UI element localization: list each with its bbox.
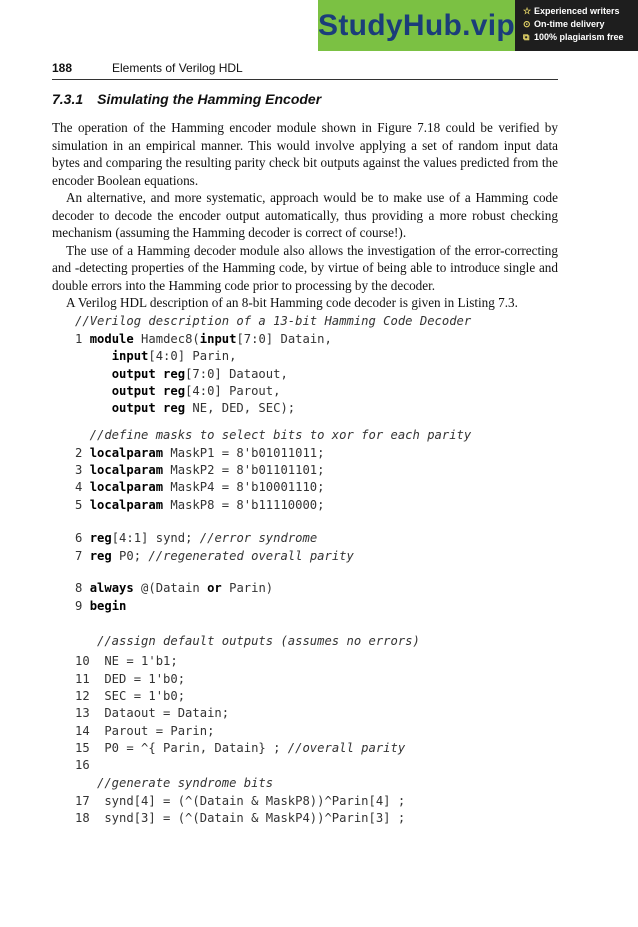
code-text: MaskP1 = 8'b01011011;: [163, 446, 325, 460]
code-line: [75, 498, 325, 512]
paragraph: A Verilog HDL description of an 8-bit Hamming code decoder is given in Listing 7.3.: [66, 295, 518, 310]
code-text: 11 DED = 1'b0;: [75, 672, 186, 686]
body-text: [52, 119, 558, 312]
code-keyword: always: [89, 581, 134, 595]
code-text: [4:0] Parin,: [148, 349, 237, 363]
code-text: [4:1] synd;: [111, 531, 200, 545]
code-inline-comment: //regenerated overall parity: [148, 549, 354, 563]
code-line: [75, 531, 317, 545]
section-heading: [52, 91, 321, 107]
code-keyword: localparam: [89, 463, 164, 477]
code-comment: //Verilog description of a 13-bit Hamming Code Decoder: [75, 314, 472, 328]
code-text: 6: [75, 531, 90, 545]
code-text: [75, 367, 112, 381]
code-keyword: localparam: [89, 498, 164, 512]
code-line: [75, 332, 332, 346]
code-keyword: localparam: [89, 480, 164, 494]
feature-label: 100% plagiarism free: [534, 32, 624, 42]
code-text: 9: [75, 599, 90, 613]
code-inline-comment: //error syndrome: [199, 531, 318, 545]
feature-label: On-time delivery: [534, 19, 605, 29]
page-header: [52, 61, 558, 80]
code-text: 3: [75, 463, 90, 477]
code-line: [75, 367, 288, 381]
code-text: 2: [75, 446, 90, 460]
code-text: 7: [75, 549, 90, 563]
code-line: [75, 811, 405, 825]
code-text: 8: [75, 581, 90, 595]
code-keyword: output reg: [111, 367, 186, 381]
code-text: MaskP4 = 8'b10001110;: [163, 480, 325, 494]
code-keyword: output reg: [111, 384, 186, 398]
code-line: [75, 549, 354, 563]
code-text: 1: [75, 332, 90, 346]
code-text: P0;: [111, 549, 149, 563]
code-inline-comment: //overall parity: [287, 741, 406, 755]
code-line: [75, 446, 325, 460]
code-text: 5: [75, 498, 90, 512]
code-comment: //generate syndrome bits: [75, 776, 274, 790]
page-number: 188: [52, 61, 73, 75]
code-text: 10 NE = 1'b1;: [75, 654, 178, 668]
code-line: [75, 463, 325, 477]
code-comment: //define masks to select bits to xor for each parity: [75, 428, 472, 442]
ad-banner[interactable]: [318, 0, 638, 51]
code-keyword: reg: [89, 549, 112, 563]
clock-icon: ⊙: [523, 19, 531, 29]
code-text: [75, 401, 112, 415]
banner-features: [523, 5, 624, 44]
paragraph: An alternative, and more systematic, approach would be to make use of a Hamming code decoder to decode the encoder output automatically, thus providing a more robust checking mechanism (assuming the Hamming decoder is correct of course!).: [52, 190, 558, 240]
code-text: [75, 349, 112, 363]
running-title: Elements of Verilog HDL: [112, 61, 243, 75]
code-keyword: localparam: [89, 446, 164, 460]
code-text: Hamdec8(: [133, 332, 200, 346]
code-text: 17 synd[4] = (^(Datain & MaskP8))^Parin[4] ;: [75, 794, 406, 808]
code-line: [75, 349, 236, 363]
code-text: 15 P0 = ^{ Parin, Datain} ;: [75, 741, 288, 755]
code-line: [75, 581, 273, 595]
code-text: [7:0] Datain,: [236, 332, 332, 346]
copy-icon: ⧉: [523, 32, 530, 42]
feature-item: [523, 18, 624, 31]
code-keyword: or: [207, 581, 222, 595]
section-number: 7.3.1: [52, 91, 84, 107]
logo-text: StudyHub.vip: [318, 8, 515, 42]
code-keyword: input: [111, 349, 149, 363]
code-text: Parin): [221, 581, 274, 595]
code-text: NE, DED, SEC);: [185, 401, 296, 415]
code-text: @(Datain: [133, 581, 208, 595]
code-text: [7:0] Dataout,: [185, 367, 288, 381]
feature-item: [523, 31, 624, 44]
feature-item: [523, 5, 624, 18]
code-text: MaskP8 = 8'b11110000;: [163, 498, 325, 512]
code-keyword: begin: [89, 599, 127, 613]
code-line: [75, 689, 185, 703]
section-title: Simulating the Hamming Encoder: [97, 91, 322, 107]
code-text: 16: [75, 758, 90, 772]
code-line: [75, 401, 295, 415]
code-line: [75, 758, 90, 772]
code-text: [75, 384, 112, 398]
code-text: 13 Dataout = Datain;: [75, 706, 230, 720]
code-line: [75, 384, 280, 398]
code-comment: //assign default outputs (assumes no errors): [75, 634, 420, 648]
star-outline-icon: ☆: [523, 6, 532, 16]
code-text: [4:0] Parout,: [185, 384, 281, 398]
code-line: [75, 654, 178, 668]
feature-label: Experienced writers: [534, 6, 620, 16]
studyhub-logo[interactable]: [318, 0, 515, 51]
code-text: 12 SEC = 1'b0;: [75, 689, 186, 703]
code-line: [75, 741, 405, 755]
code-text: 4: [75, 480, 90, 494]
paragraph: The operation of the Hamming encoder module shown in Figure 7.18 could be verified by simulation in an empirical manner. This would involve applying a set of random input data bytes and comparing the resulting parity check bit outputs against the values predicted from the encoder Boolean equations.: [52, 120, 558, 188]
code-line: [75, 672, 185, 686]
code-keyword: module: [89, 332, 134, 346]
code-text: MaskP2 = 8'b01101101;: [163, 463, 325, 477]
code-keyword: output reg: [111, 401, 186, 415]
paragraph: The use of a Hamming decoder module also allows the investigation of the error-correcting and -detecting properties of the Hamming code, by virtue of being able to introduce single and double errors into the Hamming code prior to processing by the decoder.: [52, 242, 558, 293]
code-line: [75, 794, 405, 808]
code-text: 18 synd[3] = (^(Datain & MaskP4))^Parin[3] ;: [75, 811, 406, 825]
code-text: 14 Parout = Parin;: [75, 724, 215, 738]
code-keyword: input: [199, 332, 237, 346]
code-line: [75, 480, 325, 494]
code-keyword: reg: [89, 531, 112, 545]
code-line: [75, 599, 126, 613]
code-line: [75, 724, 214, 738]
code-line: [75, 706, 229, 720]
